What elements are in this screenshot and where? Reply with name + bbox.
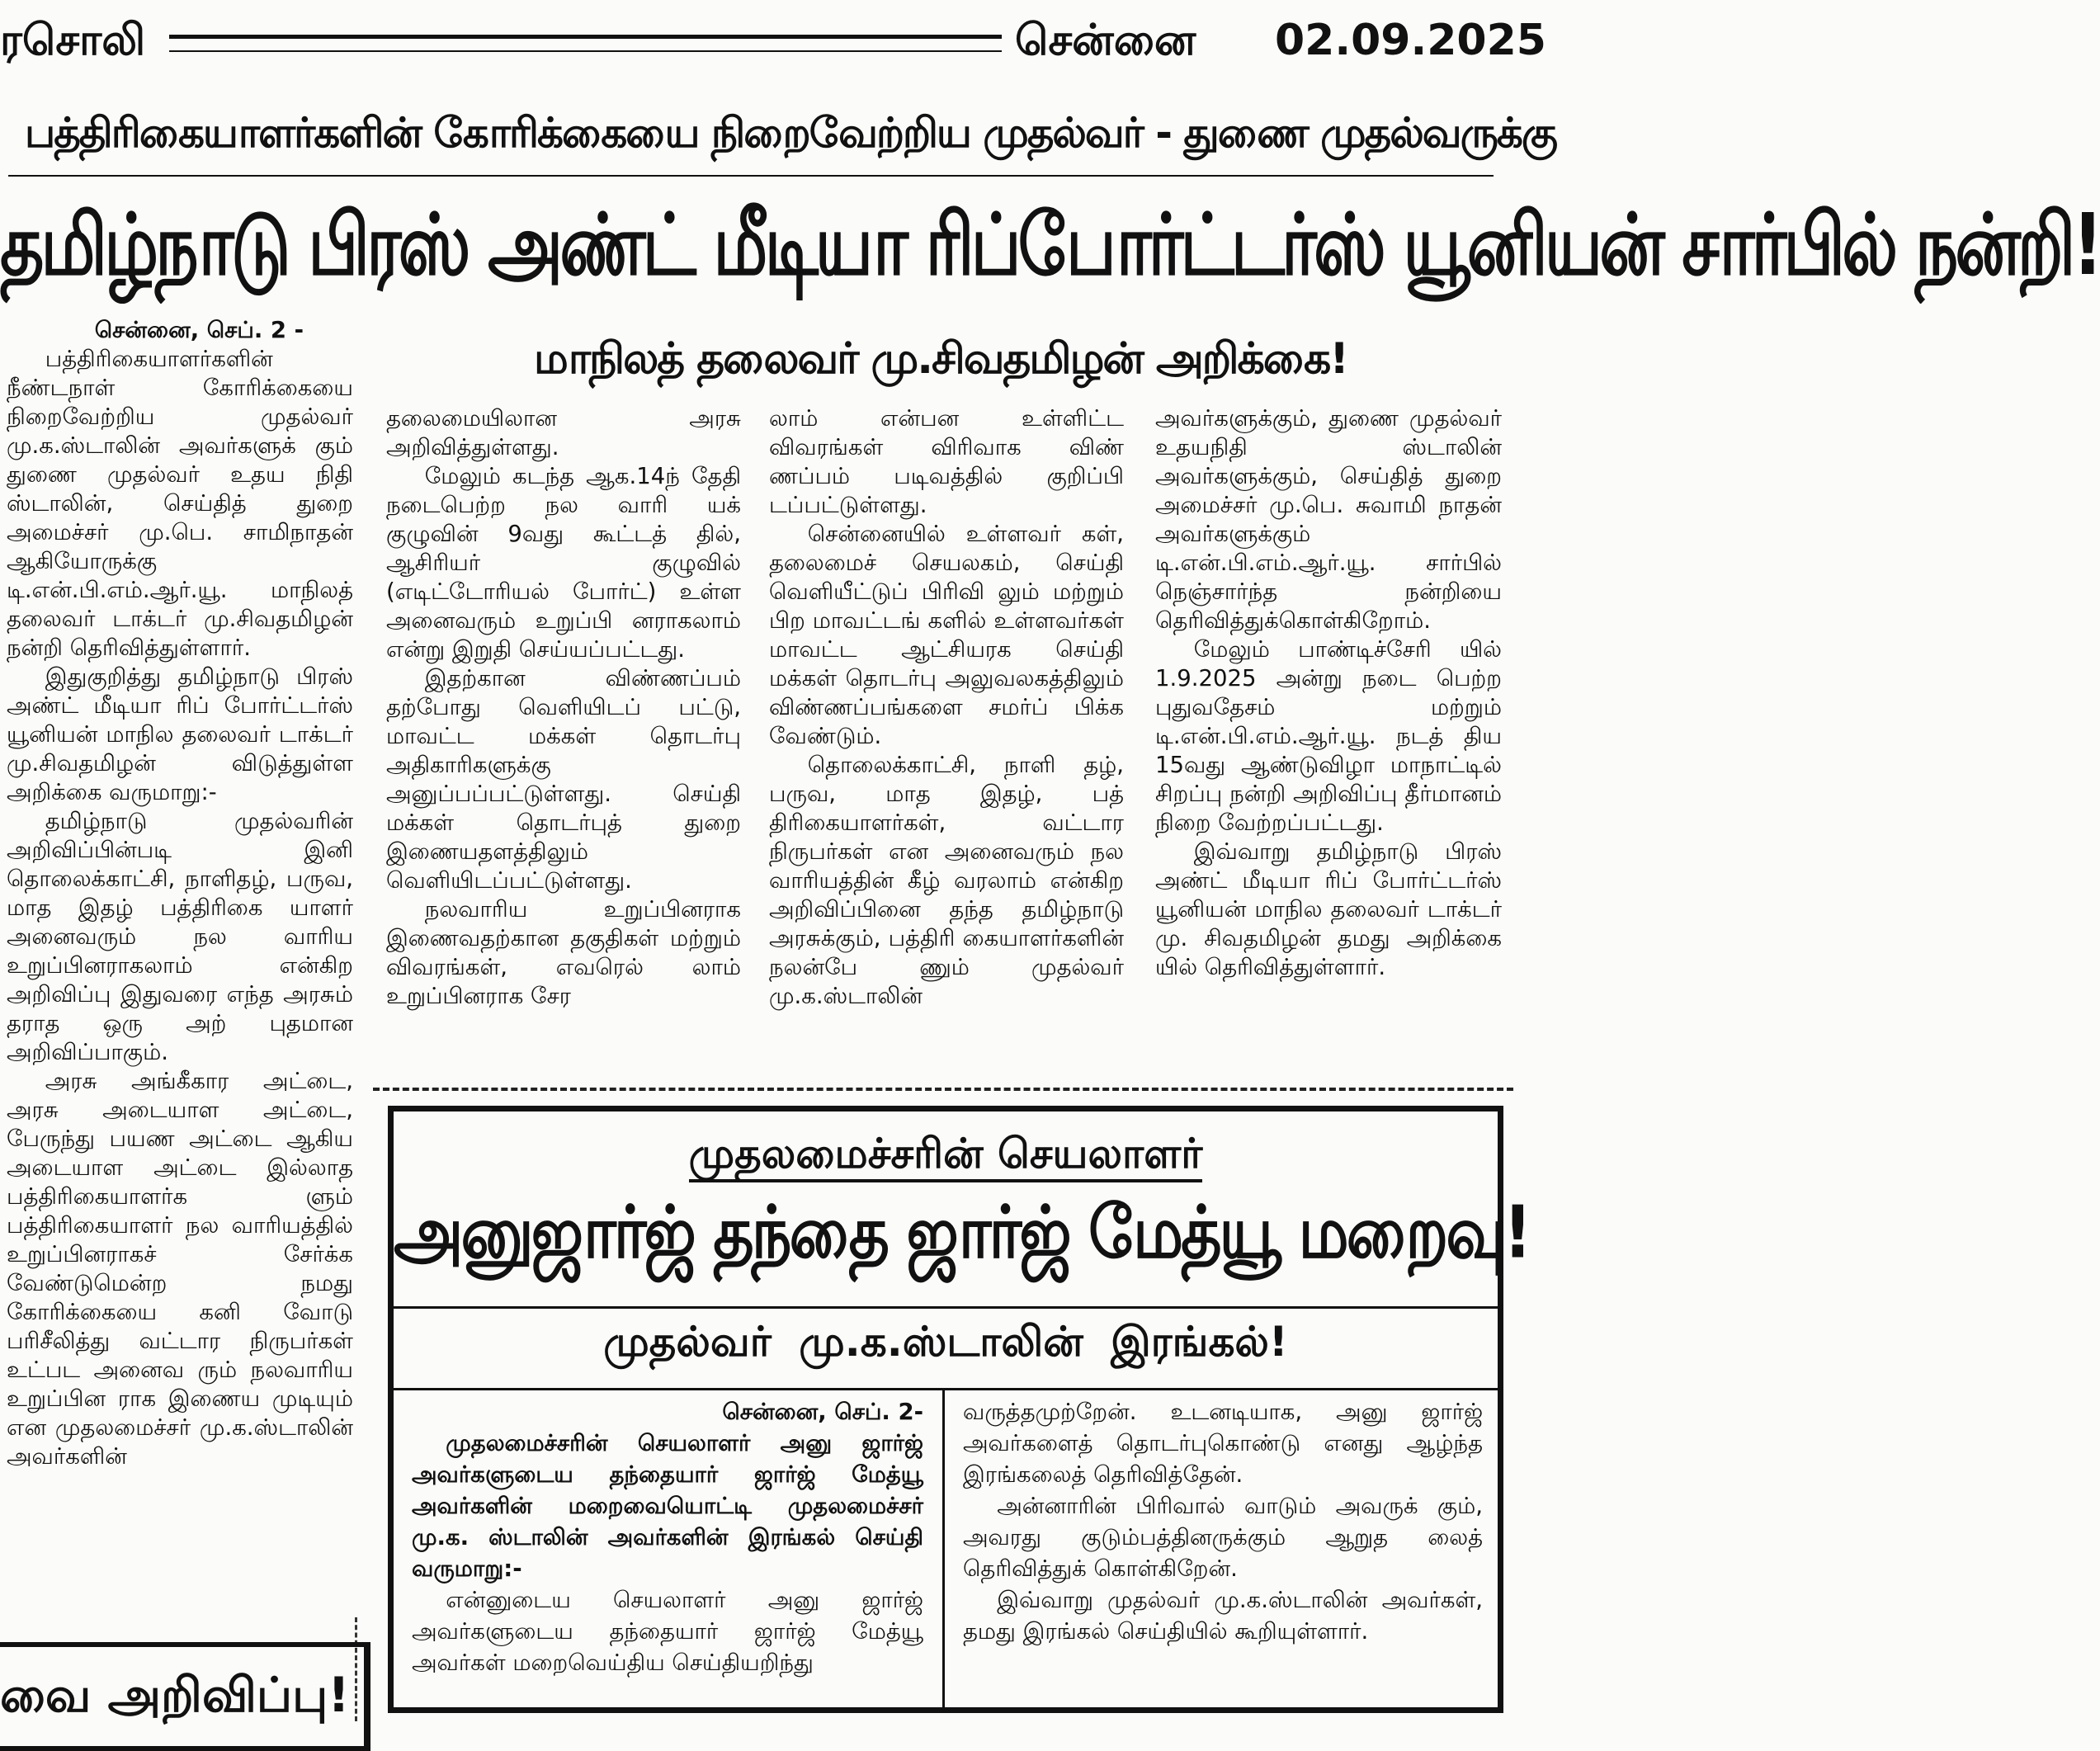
main-kicker: பத்திரிகையாளர்களின் கோரிக்கையை நிறைவேற்றிய முதல்வர் - துணை முதல்வருக்கு: [25, 109, 1557, 157]
main-column-2: [386, 404, 741, 1011]
main-col3-para-2: சென்னையில் உள்ளவர் கள், தலைமைச் செயலகம், செய்தி வெளியீட்டுப் பிரிவி லும் மற்றும் பிற மாவட்டங் களில் உள்ளவர்கள் மாவட்ட ஆட்சியரக செய்தி மக்கள் தொடர்பு அலுவலகத்திலும் விண்ணப்பங்களை சமர்ப் பிக்க வேண்டும்.: [769, 521, 1124, 749]
main-subhead: மாநிலத் தலைவர் மு.சிவதமிழன் அறிக்கை!: [534, 334, 1347, 384]
main-col4-para-3: இவ்வாறு தமிழ்நாடு பிரஸ் அண்ட் மீடியா ரிப் போர்ட்டர்ஸ் யூனியன் மாநில தலைவர் டாக்டர் மு. சிவதமிழன் தமது அறிக்கை யில் தெரிவித்துள்ளார்.: [1155, 838, 1502, 980]
main-col1-para-2: இதுகுறித்து தமிழ்நாடு பிரஸ் அண்ட் மீடியா ரிப் போர்ட்டர்ஸ் யூனியன் மாநில தலைவர் டாக்டர் மு.சிவதமிழன் விடுத்துள்ள அறிக்கை வருமாறு:-: [7, 663, 353, 805]
main-headline: தமிழ்நாடு பிரஸ் அண்ட் மீடியா ரிப்போர்ட்டர்ஸ் யூனியன் சார்பில் நன்றி!: [0, 196, 2100, 295]
corner-ad-text: வை அறிவிப்பு!: [0, 1667, 350, 1723]
masthead: [0, 12, 1546, 69]
main-col2-para-4: நலவாரிய உறுப்பினராக இணைவதற்கான தகுதிகள் மற்றும் விவரங்கள், எவரெல் லாம் உறுப்பினராக சேர: [386, 896, 741, 1009]
box-column-2: [963, 1396, 1483, 1647]
kicker-rule: [8, 175, 1494, 177]
box-rule-bottom: [394, 1388, 1498, 1390]
condolence-box: [388, 1106, 1530, 1713]
box-kicker: [394, 1130, 1498, 1183]
main-column-1: [7, 316, 353, 1471]
main-column-4: [1155, 404, 1502, 982]
main-col3-para-3: தொலைக்காட்சி, நாளி தழ், பருவ, மாத இதழ், பத் திரிகையாளர்கள், வட்டார நிருபர்கள் என அனைவரும் நல வாரியத்தின் கீழ் வரலாம் என்கிற அறிவிப்பினை தந்த தமிழ்நாடு அரசுக்கும், பத்திரி கையாளர்களின் நலன்பே ணும் முதல்வர் மு.க.ஸ்டாலின்: [769, 752, 1124, 1009]
masthead-date: 02.09.2025: [1275, 16, 1546, 65]
main-col2-para-2: மேலும் கடந்த ஆக.14ந் தேதி நடைபெற்ற நல வாரி யக் குழுவின் 9வது கூட்டத் தில், ஆசிரியர் குழுவில் (எடிட்டோரியல் போர்ட்) உள்ள அனைவரும் உறுப்பி னராகலாம் என்று இறுதி செய்யப்பட்டது.: [386, 463, 741, 663]
box-column-divider: [942, 1390, 945, 1712]
masthead-city: சென்னை: [1015, 16, 1196, 65]
box-dateline: சென்னை, செப். 2-: [722, 1399, 923, 1425]
main-dateline: சென்னை, செப். 2 -: [94, 317, 304, 343]
main-col1-para-1: பத்திரிகையாளர்களின் நீண்டநாள் கோரிக்கையை நிறைவேற்றிய முதல்வர் மு.க.ஸ்டாலின் அவர்களுக் கும் துணை முதல்வர் உதய நிதி ஸ்டாலின், செய்தித் துறை அமைச்சர் மு.பெ. சாமிநாதன் ஆகியோருக்கு டி.என்.பி.எம்.ஆர்.யூ. மாநிலத் தலைவர் டாக்டர் மு.சிவதமிழன் நன்றி தெரிவித்துள்ளார்.: [7, 346, 353, 661]
main-col2-para-3: இதற்கான விண்ணப்பம் தற்போது வெளியிடப் பட்டு, மாவட்ட மக்கள் தொடர்பு அதிகாரிகளுக்கு அனுப்பப்பட்டுள்ளது. செய்தி மக்கள் தொடர்புத் துறை இணையதளத்திலும் வெளியிடப்பட்டுள்ளது.: [386, 665, 741, 894]
main-col4-para-1: அவர்களுக்கும், துணை முதல்வர் உதயநிதி ஸ்டாலின் அவர்களுக்கும், செய்தித் துறை அமைச்சர் மு.பெ. சுவாமி நாதன் அவர்களுக்கும் டி.என்.பி.எம்.ஆர்.யூ. சார்பில் நெஞ்சார்ந்த நன்றியை தெரிவித்துக்கொள்கிறோம்.: [1155, 405, 1502, 634]
box-kicker-text: முதலமைச்சரின் செயலாளர்: [689, 1130, 1203, 1182]
box-rule-top: [394, 1306, 1498, 1309]
box-subhead: முதல்வர் மு.க.ஸ்டாலின் இரங்கல்!: [603, 1318, 1288, 1366]
box-col2-para-3: இவ்வாறு முதல்வர் மு.க.ஸ்டாலின் அவர்கள், தமது இரங்கல் செய்தியில் கூறியுள்ளார்.: [963, 1587, 1483, 1645]
box-intro: முதலமைச்சரின் செயலாளர் அனு ஜார்ஜ் அவர்களுடைய தந்தையார் ஜார்ஜ் மேத்யூ அவர்களின் மறைவையொட்டி முதலமைச்சர் மு.க. ஸ்டாலின் அவர்களின் இரங்கல் செய்தி வருமாறு:-: [412, 1430, 923, 1582]
box-headline: அனுஜார்ஜ் தந்தை ஜார்ஜ் மேத்யூ மறைவு!: [394, 1190, 1530, 1275]
box-col2-para-2: அன்னாரின் பிரிவால் வாடும் அவருக் கும், அவரது குடும்பத்தினருக்கும் ஆறுத லைத் தெரிவித்துக் கொள்கிறேன்.: [963, 1493, 1483, 1582]
main-column-3: [769, 404, 1124, 1011]
box-col1-para-1: என்னுடைய செயலாளர் அனு ஜார்ஜ் அவர்களுடைய தந்தையார் ஜார்ஜ் மேத்யூ அவர்கள் மறைவெய்திய செய்தியறிந்து: [412, 1587, 923, 1676]
masthead-rule: [169, 35, 1002, 52]
main-col3-para-1: லாம் என்பன உள்ளிட்ட விவரங்கள் விரிவாக விண் ணப்பம் படிவத்தில் குறிப்பி டப்பட்டுள்ளது.: [769, 405, 1124, 518]
main-col1-para-3: தமிழ்நாடு முதல்வரின் அறிவிப்பின்படி இனி தொலைக்காட்சி, நாளிதழ், பருவ, மாத இதழ் பத்திரிகை யாளர் அனைவரும் நல வாரிய உறுப்பினராகலாம் என்கிற அறிவிப்பு இதுவரை எந்த அரசும் தராத ஒரு அற் புதமான அறிவிப்பாகும்.: [7, 808, 353, 1065]
main-col2-para-1: தலைமையிலான அரசு அறிவித்துள்ளது.: [386, 405, 741, 460]
main-col4-para-2: மேலும் பாண்டிச்சேரி யில் 1.9.2025 அன்று நடை பெற்ற புதுவதேசம் மற்றும் டி.என்.பி.எம்.ஆர்.யூ. நடத் திய 15வது ஆண்டுவிழா மாநாட்டில் சிறப்பு நன்றி அறிவிப்பு தீர்மானம் நிறை வேற்றப்பட்டது.: [1155, 636, 1502, 836]
box-col2-para-1: வருத்தமுற்றேன். உடனடியாக, அனு ஜார்ஜ் அவர்களைத் தொடர்புகொண்டு எனது ஆழ்ந்த இரங்கலைத் தெரிவித்தேன்.: [963, 1399, 1483, 1488]
paper-name: ரசொலி: [0, 16, 146, 65]
main-col1-para-4: அரசு அங்கீகார அட்டை, அரசு அடையாள அட்டை, பேருந்து பயண அட்டை ஆகிய அடையாள அட்டை இல்லாத பத்திரிகையாளர்க ளும் பத்திரிகையாளர் நல வாரியத்தில் உறுப்பினராகச் சேர்க்க வேண்டுமென்ற நமது கோரிக்கையை கனி வோடு பரிசீலித்து வட்டார நிருபர்கள் உட்பட அனைவ ரும் நலவாரிய உறுப்பின ராக இணைய முடியும் என முதலமைச்சர் மு.க.ஸ்டாலின் அவர்களின்: [7, 1068, 353, 1470]
box-column-1: [412, 1396, 923, 1678]
